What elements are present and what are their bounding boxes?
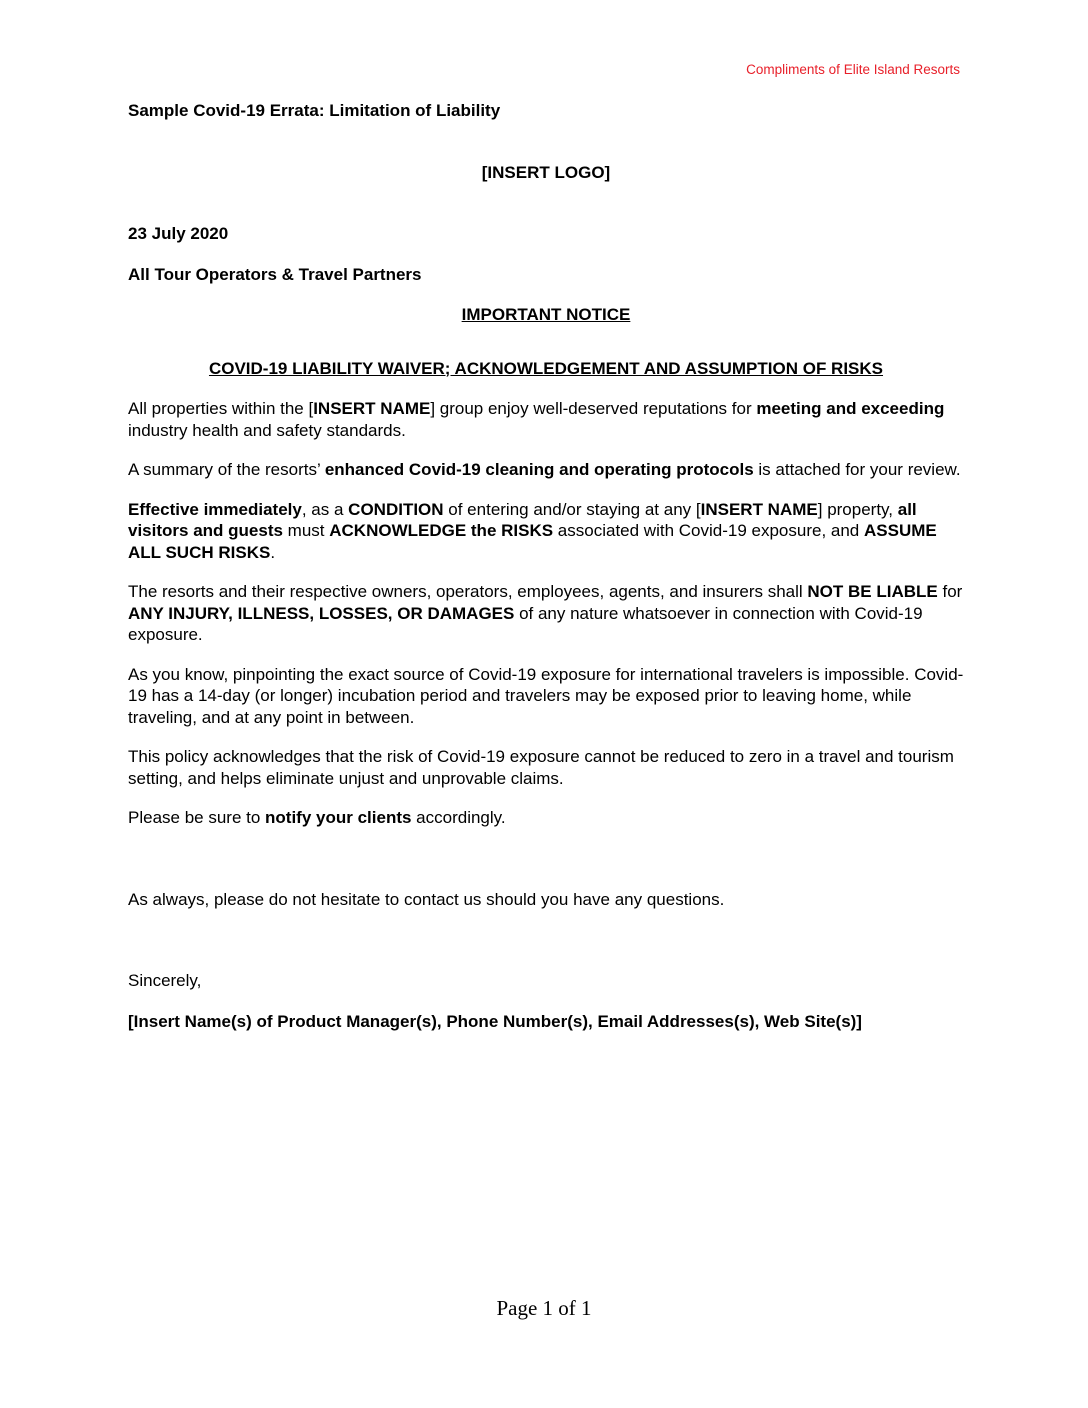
paragraph-liability: The resorts and their respective owners, operators, employees, agents, and insurers shall NOT BE LIABLE for ANY INJURY, ILLNESS, LOSSES, OR DAMAGES of any nature whatsoever in connection with Covid-19 exposure. bbox=[128, 582, 963, 644]
letter-closing: Sincerely, bbox=[128, 971, 202, 990]
paragraph-standards: All properties within the [INSERT NAME] group enjoy well-deserved reputations for meeting and exceeding industry health and safety standards. bbox=[128, 399, 945, 440]
paragraph-contact: As always, please do not hesitate to contact us should you have any questions. bbox=[128, 889, 725, 909]
important-notice-heading: IMPORTANT NOTICE bbox=[461, 305, 631, 324]
compliments-note: Compliments of Elite Island Resorts bbox=[746, 62, 960, 77]
paragraph-condition: Effective immediately, as a CONDITION of entering and/or staying at any [INSERT NAME] property, all visitors and guests must ACKNOWLEDGE the RISKS associated with Covid-19 exposure, and ASSUME ALL SUCH RISKS. bbox=[128, 499, 937, 562]
paragraph-notify: Please be sure to notify your clients accordingly. bbox=[128, 808, 506, 827]
letter-recipient: All Tour Operators & Travel Partners bbox=[128, 264, 422, 284]
letter-date: 23 July 2020 bbox=[128, 224, 229, 243]
paragraph-exposure-source: As you know, pinpointing the exact source of Covid-19 exposure for international travelers is impossible. Covid-19 has a 14-day (or longer) incubation period and travelers may be exposed prior to leaving home, while traveling, and at any point in between. bbox=[128, 664, 964, 727]
waiver-subject-heading: COVID-19 LIABILITY WAIVER; ACKNOWLEDGEMENT AND ASSUMPTION OF RISKS bbox=[208, 358, 884, 378]
document-title: Sample Covid-19 Errata: Limitation of Liability bbox=[128, 101, 501, 120]
letter-signature: [Insert Name(s) of Product Manager(s), Phone Number(s), Email Addresses(s), Web Site(s)] bbox=[128, 1011, 862, 1031]
paragraph-protocols: A summary of the resorts’ enhanced Covid-19 cleaning and operating protocols is attached for your review. bbox=[128, 460, 961, 479]
page-number: Page 1 of 1 bbox=[496, 1296, 592, 1320]
document-body bbox=[128, 100, 964, 1032]
paragraph-policy: This policy acknowledges that the risk of Covid-19 exposure cannot be reduced to zero in a travel and tourism setting, and helps eliminate unjust and unprovable claims. bbox=[128, 747, 954, 788]
logo-placeholder: [INSERT LOGO] bbox=[481, 162, 611, 182]
